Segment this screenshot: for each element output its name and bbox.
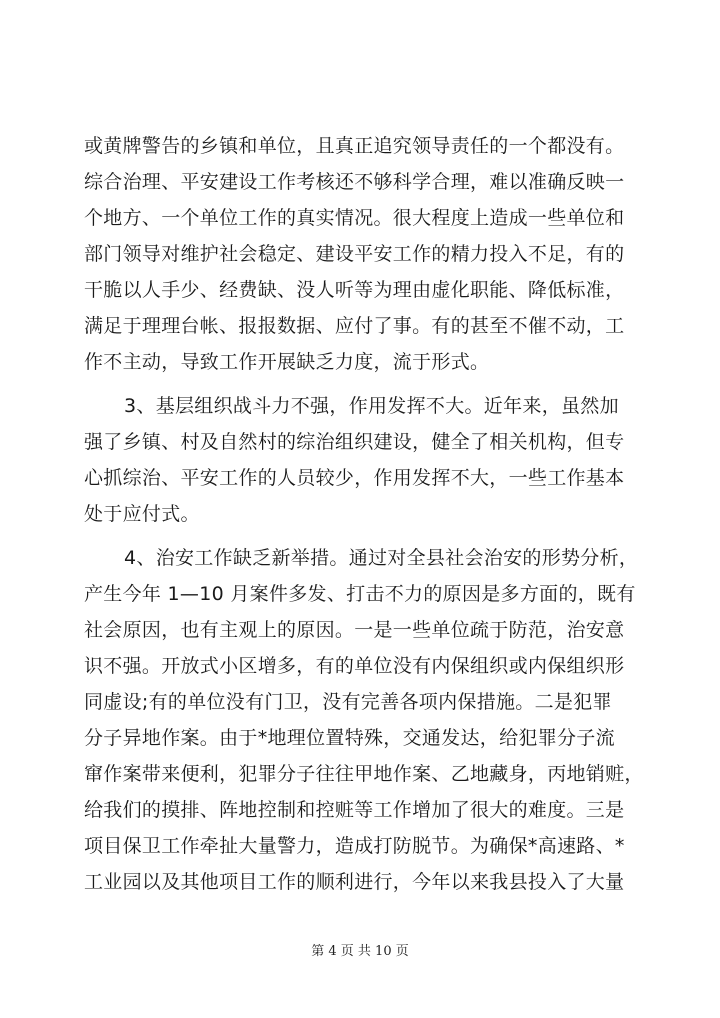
- text-line: 3、基层组织战斗力不强，作用发挥不大。近年来，虽然加: [124, 395, 619, 417]
- text-line: 窜作案带来便利，犯罪分子往往甲地作案、乙地藏身，丙地销赃，: [84, 763, 644, 785]
- paragraph-2: [84, 388, 644, 532]
- text-line: 4、治安工作缺乏新举措。通过对全县社会治安的形势分析，: [124, 547, 639, 569]
- text-line: 产生今年 1—10 月案件多发、打击不力的原因是多方面的，既有: [84, 583, 636, 605]
- paragraph-3: [84, 540, 644, 900]
- text-line: 识不强。开放式小区增多，有的单位没有内保组织或内保组织形: [84, 655, 625, 677]
- text-line: 部门领导对维护社会稳定、建设平安工作的精力投入不足，有的: [84, 243, 625, 265]
- text-line: 给我们的摸排、阵地控制和控赃等工作增加了很大的难度。三是: [84, 799, 625, 821]
- text-line: 社会原因，也有主观上的原因。一是一些单位疏于防范，治安意: [84, 619, 625, 641]
- document-body: [84, 128, 644, 900]
- text-line: 作不主动，导致工作开展缺乏力度，流于形式。: [84, 351, 490, 373]
- text-line: 个地方、一个单位工作的真实情况。很大程度上造成一些单位和: [84, 207, 625, 229]
- paragraph-spacer: [84, 532, 644, 540]
- paragraph-spacer: [84, 380, 644, 388]
- text-line: 或黄牌警告的乡镇和单位，且真正追究领导责任的一个都没有。: [84, 135, 625, 157]
- text-line: 工业园以及其他项目工作的顺利进行，今年以来我县投入了大量: [84, 871, 625, 893]
- text-line: 处于应付式。: [84, 503, 200, 525]
- text-line: 满足于理理台帐、报报数据、应付了事。有的甚至不催不动，工: [84, 315, 625, 337]
- text-line: 项目保卫工作牵扯大量警力，造成打防脱节。为确保*高速路、*: [84, 835, 625, 857]
- text-line: 心抓综治、平安工作的人员较少，作用发挥不大，一些工作基本: [84, 467, 625, 489]
- text-line: 综合治理、平安建设工作考核还不够科学合理，难以准确反映一: [84, 171, 625, 193]
- paragraph-1: [84, 128, 644, 380]
- text-line: 干脆以人手少、经费缺、没人听等为理由虚化职能、降低标准，: [84, 279, 625, 301]
- text-line: 同虚设;有的单位没有门卫，没有完善各项内保措施。二是犯罪: [84, 691, 612, 713]
- text-line: 强了乡镇、村及自然村的综治组织建设，健全了相关机构，但专: [84, 431, 625, 453]
- text-line: 分子异地作案。由于*地理位置特殊，交通发达，给犯罪分子流: [84, 727, 615, 749]
- page-number-footer: 第 4 页 共 10 页: [311, 944, 409, 959]
